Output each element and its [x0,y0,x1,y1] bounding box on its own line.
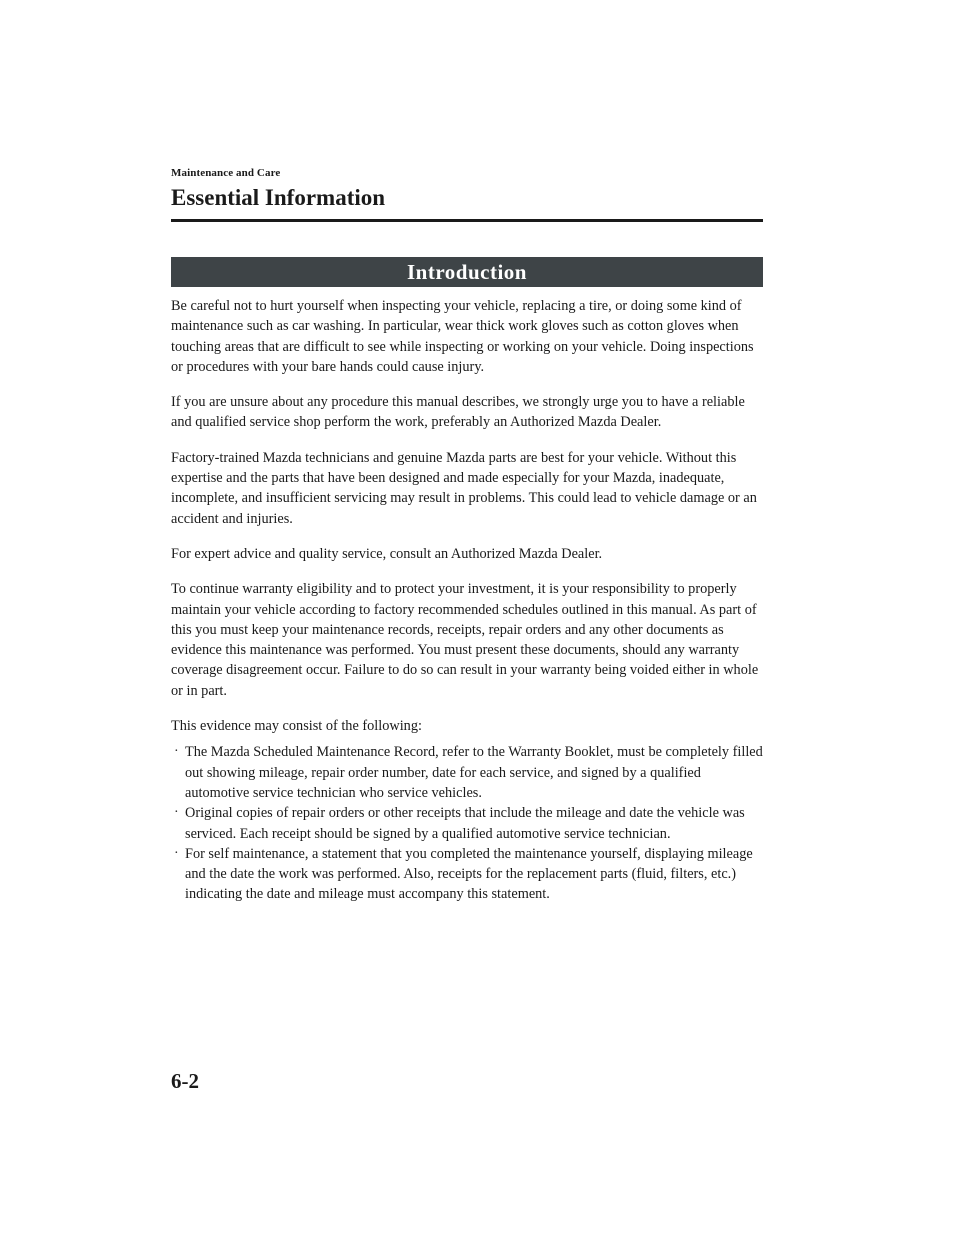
chapter-title: Essential Information [171,185,386,210]
introduction-heading: Introduction [407,259,527,284]
list-item-text: The Mazda Scheduled Maintenance Record, refer to the Warranty Booklet, must be completely filled out showing mileage, repair order number, date for each service, and signed by a qualified automotive service technician who service vehicles. [185,744,763,801]
evidence-list [171,742,763,904]
paragraph-safety: Be careful not to hurt yourself when inspecting your vehicle, replacing a tire, or doing some kind of maintenance such as car washing. In particular, wear thick work gloves such as cotton gloves when touching areas that are difficult to see while inspecting or working on your vehicle. Doing inspections or procedures with your bare hands could cause injury. [171,298,754,375]
list-item [171,742,763,803]
paragraph-evidence-intro: This evidence may consist of the following: [171,718,422,735]
paragraph-service-shop: If you are unsure about any procedure this manual describes, we strongly urge you to have a reliable and qualified service shop perform the work, preferably an Authorized Mazda Dealer. [171,394,745,431]
paragraph-warranty: To continue warranty eligibility and to protect your investment, it is your responsibility to properly maintain your vehicle according to factory recommended schedules outlined in this manual. As part of this you must keep your maintenance records, receipts, repair orders and any other documents as evidence this maintenance was performed. You must present these documents, should any warranty coverage disagreement occur. Failure to do so can result in your warranty being voided either in whole or in part. [171,581,759,699]
introduction-heading-bar [171,257,763,287]
list-item-text: Original copies of repair orders or other receipts that include the mileage and date the vehicle was serviced. Each receipt should be signed by a qualified automotive service technician. [185,805,745,842]
list-item-text: For self maintenance, a statement that you completed the maintenance yourself, displaying mileage and the date the work was performed. Also, receipts for the replacement parts (fluid, filters, etc.) indicating the date and mileage must accompany this statement. [185,845,753,903]
section-label: Maintenance and Care [171,167,281,179]
bullet-icon: · [174,744,179,760]
body-text [171,296,763,905]
page-number: 6-2 [171,1069,199,1093]
manual-page [171,166,763,905]
list-item [171,803,763,844]
bullet-icon: · [174,845,179,861]
chapter-divider [171,219,763,222]
paragraph-factory-trained: Factory-trained Mazda technicians and genuine Mazda parts are best for your vehicle. Without this expertise and the parts that have been designed and made especially for your Mazda, inadequate, incomplete, and insufficient servicing may result in problems. This could lead to vehicle damage or an accident and injuries. [171,449,757,527]
bullet-icon: · [174,805,179,821]
list-item [171,844,763,905]
paragraph-expert-advice: For expert advice and quality service, consult an Authorized Mazda Dealer. [171,545,603,562]
